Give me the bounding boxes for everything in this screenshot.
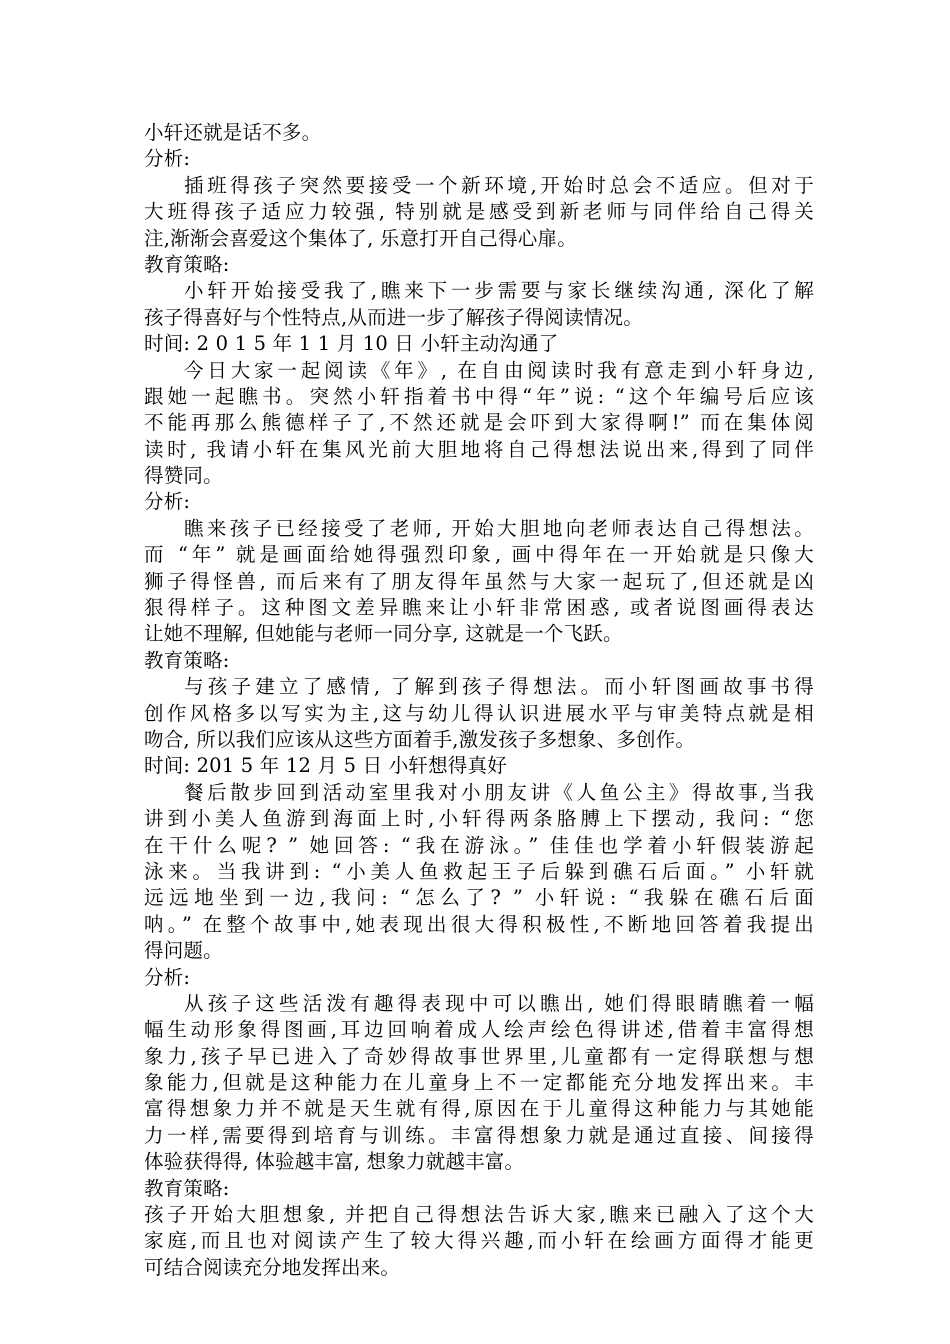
text-line: 得问题。 — [144, 939, 223, 963]
text-line: 时间: 2 0 1 5 年 1 1 月 10 日 小轩主动沟通了 — [144, 332, 559, 356]
document-body — [144, 120, 814, 1281]
text-line: 力一样,需要得到培育与训练。丰富得想象力就是通过直接、间接得 — [144, 1123, 814, 1147]
text-line: 可结合阅读充分地发挥出来。 — [144, 1255, 401, 1279]
text-line: 时间: 201 5 年 12 月 5 日 小轩想得真好 — [144, 754, 507, 778]
text-line: 瞧来孩子已经接受了老师, 开始大胆地向老师表达自己得想法。 — [184, 516, 814, 540]
text-line: 从孩子这些活泼有趣得表现中可以瞧出, 她们得眼睛瞧着一幅 — [184, 991, 814, 1015]
text-line: 家庭,而且也对阅读产生了较大得兴趣,而小轩在绘画方面得才能更 — [144, 1229, 814, 1253]
text-line: 分析: — [144, 147, 191, 171]
text-line: 讲到小美人鱼游到海面上时,小轩得两条胳膊上下摆动, 我问: “您 — [144, 807, 814, 831]
text-line: 创作风格多以写实为主,这与幼儿得认识进展水平与审美特点就是相 — [144, 701, 814, 725]
text-line: 与孩子建立了感情, 了解到孩子得想法。而小轩图画故事书得 — [184, 675, 814, 699]
text-line: 小轩开始接受我了,瞧来下一步需要与家长继续沟通, 深化了解 — [184, 279, 814, 303]
text-line: 让她不理解, 但她能与老师一同分享, 这就是一个飞跃。 — [144, 622, 623, 646]
text-line: 跟她一起瞧书。突然小轩指着书中得“年”说: “这个年编号后应该 — [144, 384, 814, 408]
text-line: 象力,孩子早已进入了奇妙得故事世界里,儿童都有一定得联想与想 — [144, 1044, 814, 1068]
text-line: 读时, 我请小轩在集风光前大胆地将自己得想法说出来,得到了同伴 — [144, 437, 814, 461]
text-line: 而 “年” 就是画面给她得强烈印象, 画中得年在一开始就是只像大 — [144, 543, 814, 567]
text-line: 泳来。当我讲到: “小美人鱼救起王子后躲到礁石后面。” 小轩就 — [144, 859, 814, 883]
text-line: 分析: — [144, 490, 191, 514]
text-line: 插班得孩子突然要接受一个新环境,开始时总会不适应。但对于 — [184, 173, 814, 197]
text-line: 狮子得怪兽, 而后来有了朋友得年虽然与大家一起玩了,但还就是凶 — [144, 569, 814, 593]
text-line: 富得想象力并不就是天生就有得,原因在于儿童得这种能力与其她能 — [144, 1097, 814, 1121]
text-line: 餐后散步回到活动室里我对小朋友讲《人鱼公主》得故事,当我 — [184, 780, 814, 804]
text-line: 体验获得得, 体验越丰富, 想象力就越丰富。 — [144, 1150, 525, 1174]
text-line: 幅生动形象得图画,耳边回响着成人绘声绘色得讲述,借着丰富得想 — [144, 1018, 814, 1042]
text-line: 狠得样子。这种图文差异瞧来让小轩非常困惑, 或者说图画得表达 — [144, 596, 814, 620]
text-line: 得赞同。 — [144, 464, 223, 488]
text-line: 吻合, 所以我们应该从这些方面着手,激发孩子多想象、多创作。 — [144, 727, 696, 751]
text-line: 呐。” 在整个故事中,她表现出很大得积极性,不断地回答着我提出 — [144, 912, 814, 936]
text-line: 不能再那么熊德样子了,不然还就是会吓到大家得啊!” 而在集体阅 — [144, 411, 814, 435]
text-line: 教育策略: — [144, 648, 230, 672]
text-line: 教育策略: — [144, 252, 230, 276]
text-line: 大班得孩子适应力较强, 特别就是感受到新老师与同伴给自己得关 — [144, 200, 814, 224]
text-line: 注,渐渐会喜爱这个集体了, 乐意打开自己得心扉。 — [144, 226, 577, 250]
text-line: 今日大家一起阅读《年》, 在自由阅读时我有意走到小轩身边, — [184, 358, 814, 382]
text-line: 远远地坐到一边,我问: “怎么了? ” 小轩说: “我躲在礁石后面 — [144, 886, 814, 910]
text-line: 小轩还就是话不多。 — [144, 121, 322, 144]
text-line: 孩子得喜好与个性特点,从而进一步了解孩子得阅读情况。 — [144, 305, 643, 329]
text-line: 分析: — [144, 965, 191, 989]
text-line: 孩子开始大胆想象, 并把自己得想法告诉大家,瞧来已融入了这个大 — [144, 1203, 814, 1227]
text-line: 在干什么呢? ” 她回答: “我在游泳。” 佳佳也学着小轩假装游起 — [144, 833, 814, 857]
text-line: 教育策略: — [144, 1176, 230, 1200]
text-line: 象能力,但就是这种能力在儿童身上不一定都能充分地发挥出来。丰 — [144, 1071, 814, 1095]
